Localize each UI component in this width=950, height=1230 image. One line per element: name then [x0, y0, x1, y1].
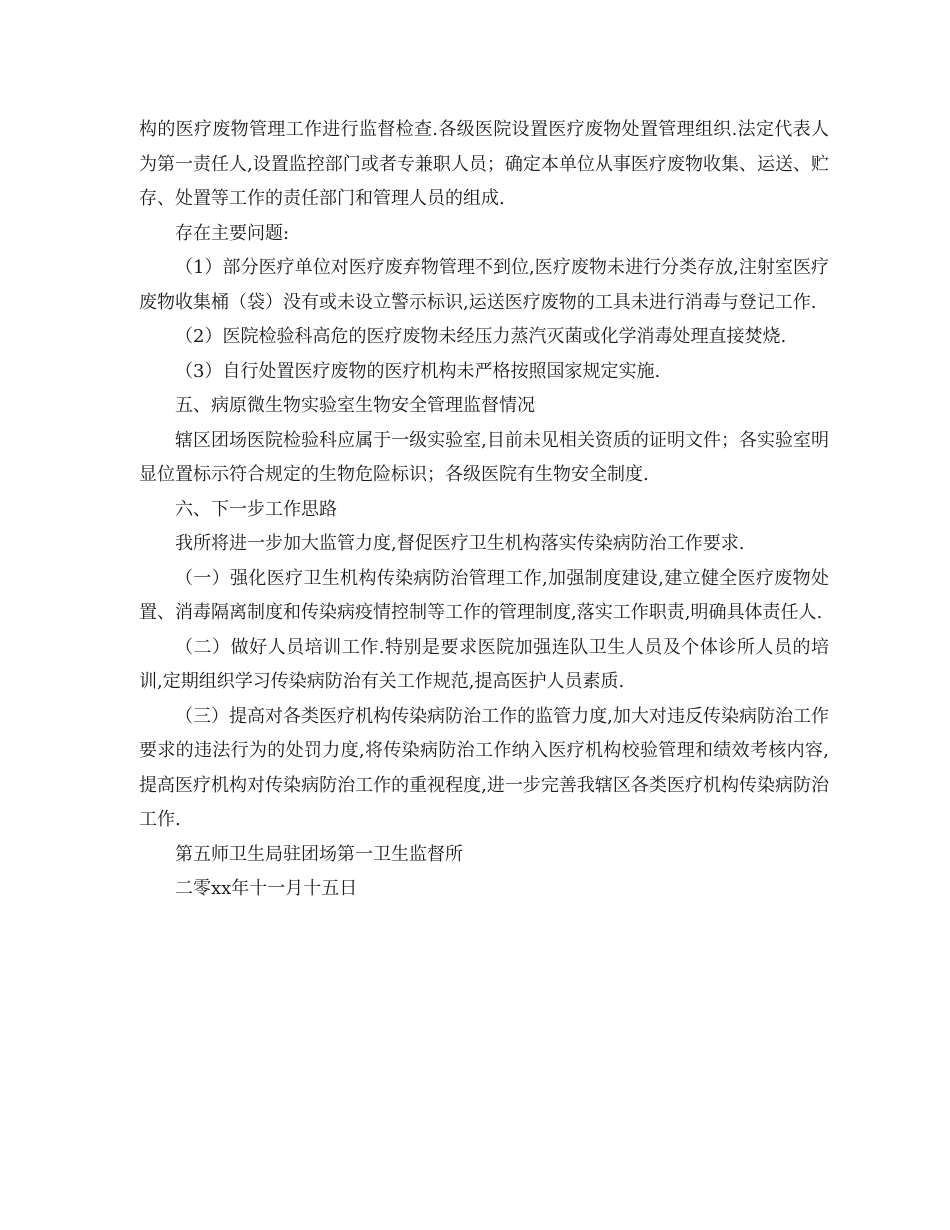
paragraph-problem-2: （2）医院检验科高危的医疗废物未经压力蒸汽灭菌或化学消毒处理直接焚烧. — [175, 326, 787, 347]
paragraph-biosafety: 辖区团场医院检验科应属于一级实验室,目前未见相关资质的证明文件；各实验室明显位置标示符合规定的生物危险标识；各级医院有生物安全制度. — [139, 429, 829, 485]
paragraph-problem-1: （1）部分医疗单位对医疗废弃物管理不到位,医疗废物未进行分类存放,注射室医疗废物收集桶（袋）没有或未设立警示标识,运送医疗废物的工具未进行消毒与登记工作. — [139, 257, 829, 313]
paragraph-next-step-2: （二）做好人员培训工作.特别是要求医院加强连队卫生人员及个体诊所人员的培训,定期组织学习传染病防治有关工作规范,提高医护人员素质. — [139, 636, 829, 692]
document-body — [139, 113, 829, 907]
section-heading-biosafety: 五、病原微生物实验室生物安全管理监督情况 — [175, 395, 535, 416]
paragraph-waste-management-intro: 构的医疗废物管理工作进行监督检查.各级医院设置医疗废物处置管理组织.法定代表人为第一责任人,设置监控部门或者专兼职人员；确定本单位从事医疗废物收集、运送、贮存、处置等工作的责任部门和管理人员的组成. — [139, 119, 829, 209]
signature-date: 二零xx年十一月十五日 — [175, 878, 358, 899]
paragraph-next-step-3: （三）提高对各类医疗机构传染病防治工作的监管力度,加大对违反传染病防治工作要求的违法行为的处罚力度,将传染病防治工作纳入医疗机构校验管理和绩效考核内容,提高医疗机构对传染病防治工作的重视程度,进一步完善我辖区各类医疗机构传染病防治工作. — [139, 705, 829, 830]
paragraph-next-steps-intro: 我所将进一步加大监管力度,督促医疗卫生机构落实传染病防治工作要求. — [175, 533, 745, 554]
section-heading-next-steps: 六、下一步工作思路 — [175, 498, 337, 520]
signature-organization: 第五师卫生局驻团场第一卫生监督所 — [175, 843, 463, 865]
paragraph-problem-3: （3）自行处置医疗废物的医疗机构未严格按照国家规定实施. — [175, 360, 661, 382]
paragraph-main-problems-heading: 存在主要问题: — [175, 222, 290, 244]
paragraph-next-step-1: （一）强化医疗卫生机构传染病防治管理工作,加强制度建设,建立健全医疗废物处置、消毒隔离制度和传染病疫情控制等工作的管理制度,落实工作职责,明确具体责任人. — [139, 567, 829, 623]
